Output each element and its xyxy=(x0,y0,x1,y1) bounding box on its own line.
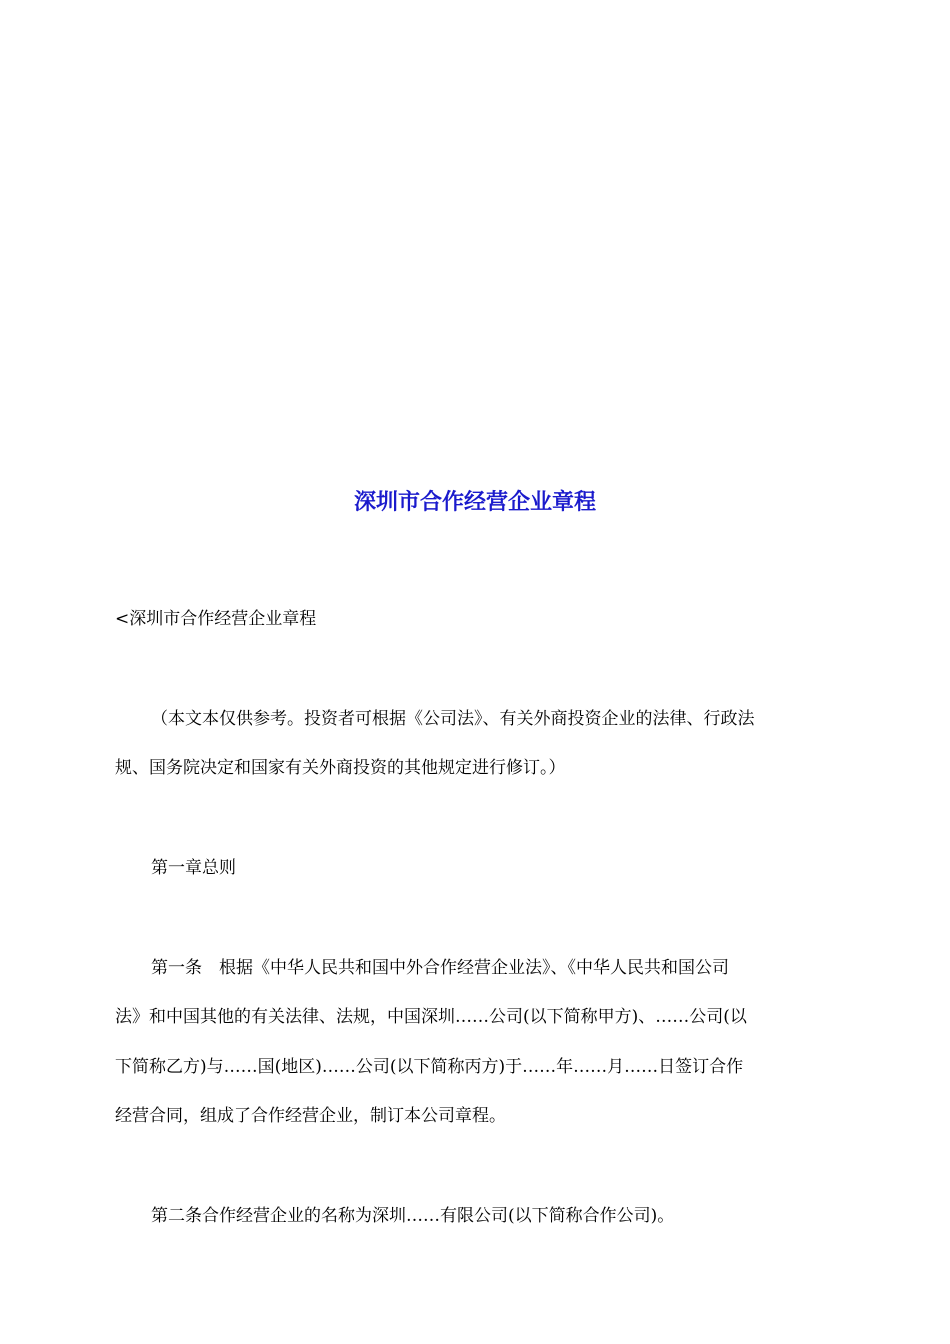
article-1-line: 经营合同，组成了合作经营企业，制订本公司章程。 xyxy=(115,1106,506,1126)
article-1-line: 下简称乙方)与……国(地区)……公司(以下简称丙方)于……年……月……日签订合作 xyxy=(115,1057,744,1077)
reference-note-line: 规、国务院决定和国家有关外商投资的其他规定进行修订。） xyxy=(115,758,566,778)
reference-note-line: （本文本仅供参考。投资者可根据《公司法》、有关外商投资企业的法律、行政法 xyxy=(151,709,755,729)
document-subtitle: <深圳市合作经营企业章程 xyxy=(115,609,317,629)
article-2-line: 第二条合作经营企业的名称为深圳……有限公司(以下简称合作公司)。 xyxy=(151,1206,675,1226)
article-1-line: 法》和中国其他的有关法律、法规，中国深圳……公司(以下简称甲方)、……公司(以 xyxy=(115,1007,747,1027)
document-title: 深圳市合作经营企业章程 xyxy=(353,489,596,515)
chapter-heading: 第一章总则 xyxy=(151,858,236,878)
article-1-line: 第一条 根据《中华人民共和国中外合作经营企业法》、《中华人民共和国公司 xyxy=(151,958,729,978)
